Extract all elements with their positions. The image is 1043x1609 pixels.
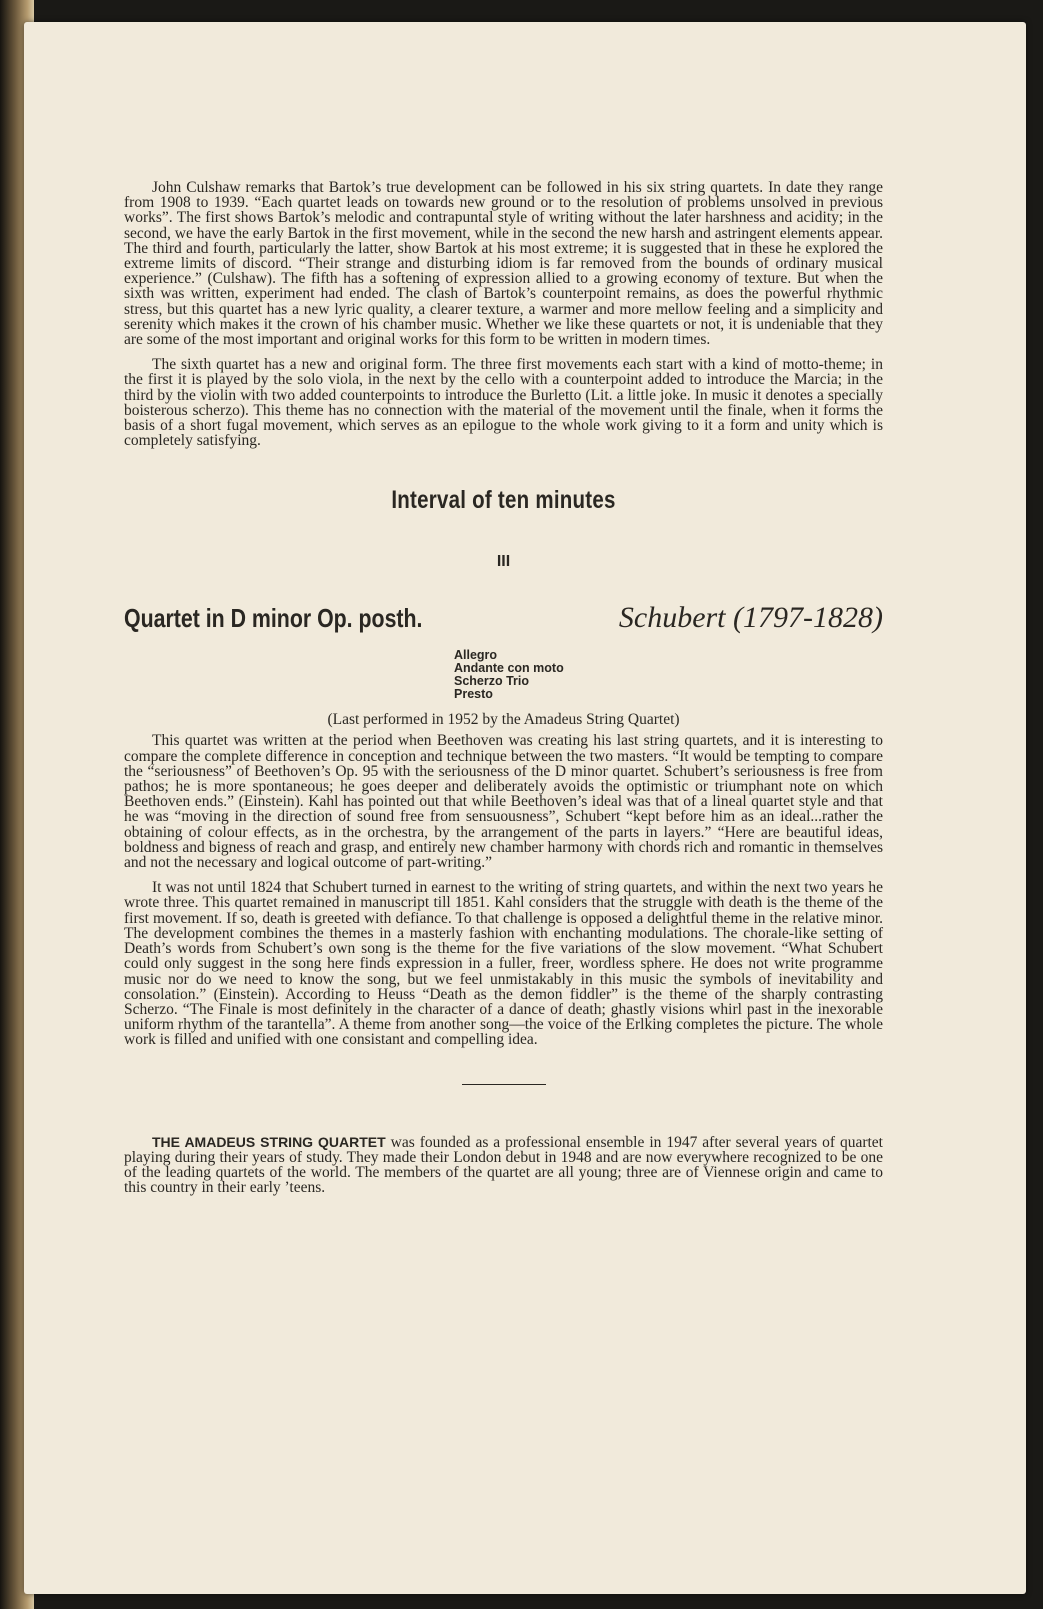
section-numeral: III [496,553,511,571]
bartok-paragraph-1: John Culshaw remarks that Bartok’s true development can be followed in his six string quartets. In date they range from 1908 to 1939. “Each quartet leads on towards new ground or to the resolution of problems unsolved in previous works”. The first shows Bartok’s melodic and contrapuntal style of writing without the later harshness and acidity; in the second, we have the early Bartok in the first movement, while in the second the new harsh and astringent elements appear. The third and fourth, particularly the latter, show Bartok at his most extreme; it is suggested that in these he explored the extreme limits of discord. “Their strange and disturbing idiom is far removed from the bounds of ordinary musical experience.” (Culshaw). The fifth has a softening of expression allied to a growing economy of texture. But when the sixth was written, experiment had ended. The clash of Bartok’s counterpoint remains, as does the powerful rhythmic stress, but this quartet has a new lyric quality, a clearer texture, a warmer and more mellow feeling and a simplicity and serenity which makes it the crown of his chamber music. Whether we like these quartets or not, it is undeniable that they are some of the most important and original works for this form to be written in modern times. [124,179,883,349]
schubert-paragraph-2: It was not until 1824 that Schubert turned in earnest to the writing of string quartets, and within the next two years he wrote three. This quartet remained in manuscript till 1851. Kahl considers that the struggle with death is the theme of the first movement. If so, death is greeted with defiance. To that challenge is opposed a delightful theme in the relative minor. The development combines the themes in a masterly fashion with enchanting modulations. The chorale-like setting of Death’s words from Schubert’s own song is the theme for the five variations of the slow movement. “What Schubert could only suggest in the song here finds expression in a fuller, freer, wordless sphere. He does not write programme music nor do we need to know the song, but we feel unmistakably in this music the symbols of inevitability and consolation.” (Einstein). According to Heuss “Death as the demon fiddler” is the theme of the sharply contrasting Scherzo. “The Finale is most definitely in the character of a dance of death; ghastly visions whirl past in the inexorable uniform rhythm of the tarantella”. A theme from another song—the voice of the Erlking completes the picture. The whole work is filled and unified with one consistant and compelling idea. [124,879,883,1049]
work-heading [124,601,883,635]
work-title: Quartet in D minor Op. posth. [124,603,423,634]
movement-item: Allegro [454,648,498,663]
amadeus-text: was founded as a professional ensemble in 1947 after several years of quartet playing during their years of study. They made their London debut in 1948 and are now everywhere recognized to be one of the leading quartets of the world. The members of the quartet are all young; three are of Viennese origin and came to this country in their early ’teens. [124,1133,883,1197]
amadeus-name: THE AMADEUS STRING QUARTET [152,1133,386,1150]
section-divider [462,1084,546,1085]
movement-item: Presto [454,687,493,702]
program-page [24,22,1026,1594]
bartok-paragraph-2: The sixth quartet has a new and original form. The three first movements each start with a kind of motto-theme; in the first it is played by the solo viola, in the next by the cello with a counterpoint added to introduce the Marcia; in the third by the violin with two added counterpoints to introduce the Burletto (Lit. a little joke. In music it denotes a specially boisterous scherzo). This theme has no connection with the material of the movement until the finale, when it forms the basis of a short fugal movement, which serves as an epilogue to the whole work giving to it a form and unity which is completely satisfying. [124,356,883,450]
movement-item: Andante con moto [454,661,564,676]
movement-item: Scherzo Trio [454,674,530,689]
page-content [124,180,883,1195]
interval-heading: Interval of ten minutes [391,486,616,515]
last-performed-note: (Last performed in 1952 by the Amadeus String Quartet) [327,711,680,729]
amadeus-paragraph [124,1135,883,1196]
movement-list [454,649,883,701]
composer-name: Schubert (1797-1828) [618,601,883,635]
schubert-paragraph-1: This quartet was written at the period when Beethoven was creating his last string quartets, and it is interesting to compare the complete difference in conception and technique between the two masters. “It would be tempting to compare the “seriousness” of Beethoven’s Op. 95 with the seriousness of the D minor quartet. Schubert’s seriousness is free from pathos; he is more spontaneous; he goes deeper and deliberately avoids the optimistic or triumphant note on which Beethoven ends.” (Einstein). Kahl has pointed out that while Beethoven’s ideal was that of a lineal quartet style and that he was “moving in the direction of sound free from sensuousness”, Schubert “kept before him as an ideal...rather the obtaining of colour effects, as in the orchestra, by the arrangement of the parts in layers.” “Here are beautiful ideas, boldness and bigness of reach and grasp, and entirely new chamber harmony with chords rich and romantic in themselves and not the necessary and logical outcome of part-writing.” [124,732,883,872]
